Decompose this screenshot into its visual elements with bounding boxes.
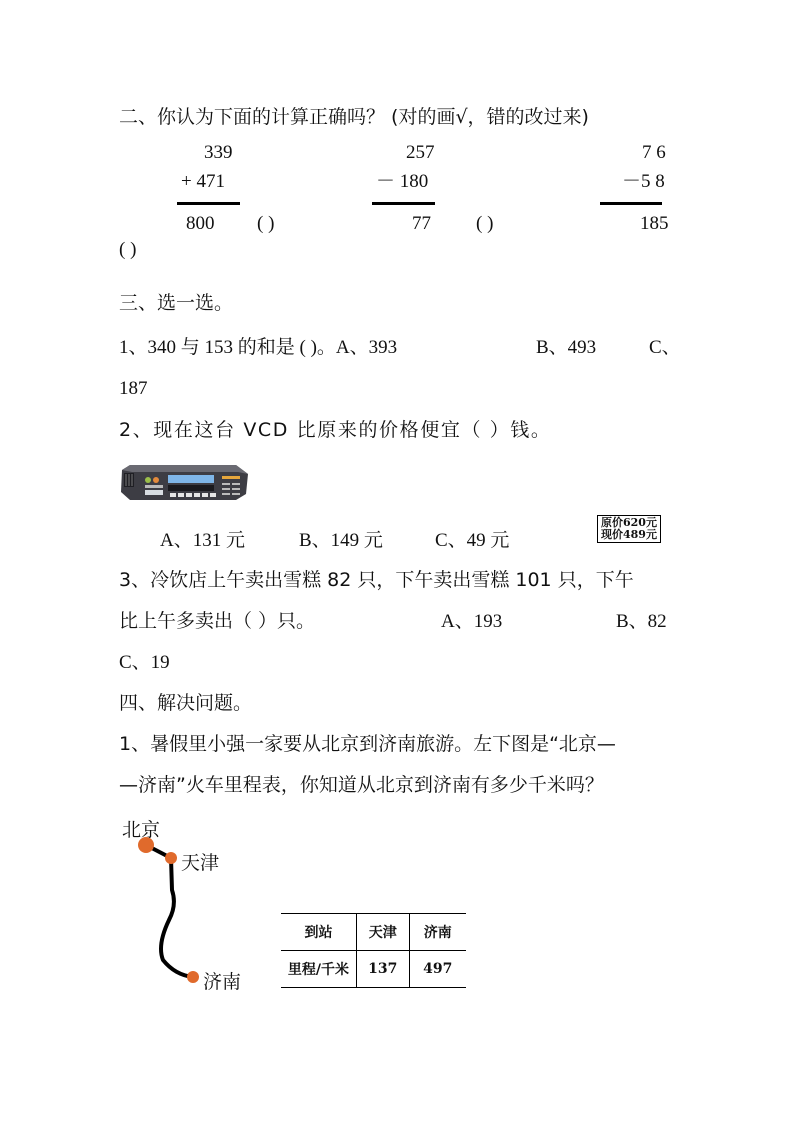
q2-option-b[interactable]: B、149 元 <box>299 530 383 551</box>
section-2-heading: 二、你认为下面的计算正确吗？ (对的画√，错的改过来) <box>119 106 589 128</box>
table-header-jinan: 济南 <box>409 914 466 951</box>
q3-option-c[interactable]: C、19 <box>119 652 170 673</box>
calc-1-result: 800 <box>186 213 215 234</box>
calc-2-rule <box>372 202 435 205</box>
price-tag-current: 现价489元 <box>601 528 657 541</box>
jinan-dot <box>187 971 199 983</box>
table-cell-tianjin-km: 137 <box>356 951 409 988</box>
table-cell-mileage-label: 里程/千米 <box>281 951 356 988</box>
calc-1-rule <box>177 202 240 205</box>
table-header-row <box>281 914 466 951</box>
map-label-jinan: 济南 <box>203 971 242 993</box>
tianjin-dot <box>165 852 177 864</box>
map-label-beijing: 北京 <box>122 819 161 841</box>
mileage-table <box>281 913 466 988</box>
q1-option-b[interactable]: B、493 <box>536 337 597 358</box>
q1-option-c-value: 187 <box>119 378 148 399</box>
section-3-heading: 三、选一选。 <box>119 292 234 314</box>
vcd-player-image <box>118 462 250 502</box>
q2-option-c[interactable]: C、49 元 <box>435 530 510 551</box>
section-4-heading: 四、解决问题。 <box>119 692 253 714</box>
q3-line-1: 3、冷饮店上午卖出雪糕 82 只，下午卖出雪糕 101 只，下午 <box>119 569 634 591</box>
calc-3-top-operand: 7 6 <box>642 142 666 163</box>
map-label-tianjin: 天津 <box>181 852 220 874</box>
q2-option-a[interactable]: A、131 元 <box>160 530 245 551</box>
calc-1-top-operand: 339 <box>204 142 233 163</box>
calc-3-result: 185 <box>640 213 669 234</box>
table-header-tianjin: 天津 <box>356 914 409 951</box>
q1-text: 1、340 与 153 的和是 ( )。A、393 <box>119 337 398 358</box>
calc-2-result: 77 <box>412 213 431 234</box>
calc-3-rule <box>600 202 662 205</box>
problem-1-line-2: —济南”火车里程表，你知道从北京到济南有多少千米吗？ <box>119 774 604 796</box>
calc-1-answer-bracket[interactable]: ( ) <box>257 213 275 234</box>
table-cell-jinan-km: 497 <box>409 951 466 988</box>
price-tag-original: 原价620元 <box>601 516 657 529</box>
q3-option-a[interactable]: A、193 <box>441 611 503 632</box>
route-map <box>115 810 275 1000</box>
q3-option-b[interactable]: B、82 <box>616 611 667 632</box>
calc-2-second-operand: － 180 <box>376 171 429 192</box>
problem-1-line-1: 1、暑假里小强一家要从北京到济南旅游。左下图是“北京— <box>119 733 616 755</box>
table-row <box>281 951 466 988</box>
q3-line-2: 比上午多卖出（ ）只。 <box>119 610 316 632</box>
price-tag <box>597 515 661 543</box>
q1-option-c-prefix[interactable]: C、 <box>649 337 681 358</box>
calc-2-answer-bracket[interactable]: ( ) <box>476 213 494 234</box>
calc-3-second-operand: －5 8 <box>622 171 665 192</box>
calc-1-second-operand: + 471 <box>181 171 225 192</box>
calc-3-answer-bracket[interactable]: ( ) <box>119 239 137 260</box>
table-header-station: 到站 <box>281 914 356 951</box>
calc-2-top-operand: 257 <box>406 142 435 163</box>
q2-text: 2、现在这台 VCD 比原来的价格便宜（ ）钱。 <box>119 419 552 441</box>
